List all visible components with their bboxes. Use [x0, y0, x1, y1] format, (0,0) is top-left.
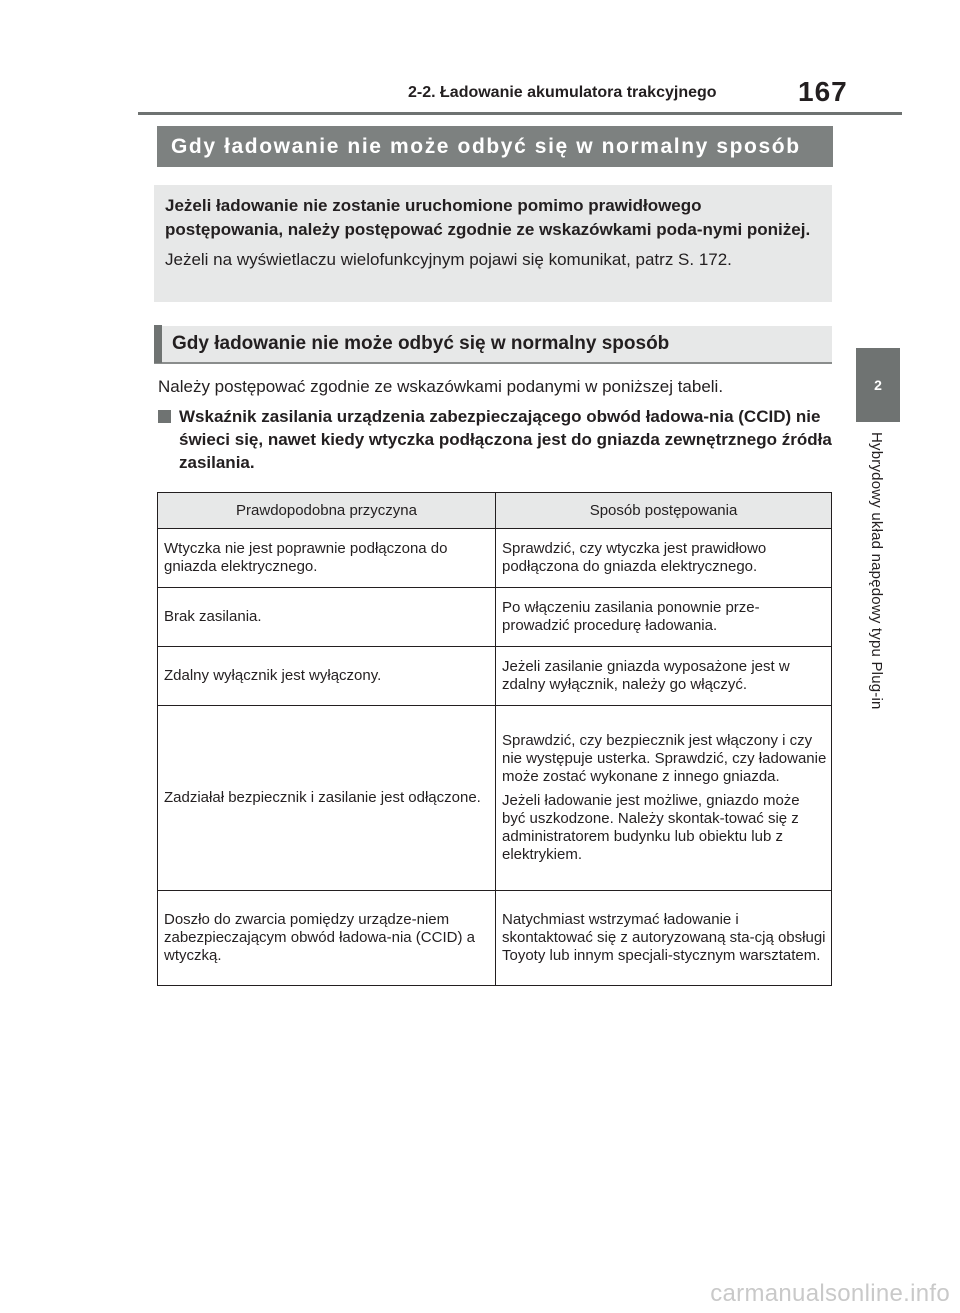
section-heading-bar	[154, 325, 162, 363]
bullet-item	[158, 405, 834, 474]
troubleshooting-table	[157, 492, 832, 986]
cause-cell: Doszło do zwarcia pomiędzy urządze-niem zabezpieczającym obwód ładowa-nia (CCID) a wtyczką.	[158, 891, 496, 986]
section-lead-text: Należy postępować zgodnie ze wskazówkami podanymi w poniższej tabeli.	[158, 377, 724, 396]
cause-cell: Zdalny wyłącznik jest wyłączony.	[158, 647, 496, 706]
section-heading	[154, 326, 832, 364]
action-paragraph: Jeżeli ładowanie jest możliwe, gniazdo może być uszkodzone. Należy skontak-tować się z administratorem budynku lub obiektu lub z elektrykiem.	[502, 792, 800, 863]
chapter-section-title: 2-2. Ładowanie akumulatora trakcyjnego	[408, 84, 717, 101]
action-cell: Jeżeli zasilanie gniazda wyposażone jest w zdalny wyłącznik, należy go włączyć.	[496, 647, 832, 706]
table-row	[158, 891, 832, 986]
intro-note: Jeżeli na wyświetlaczu wielofunkcyjnym pojawi się komunikat, patrz S. 172.	[165, 250, 732, 269]
action-cell: Natychmiast wstrzymać ładowanie i skontaktować się z autoryzowaną sta-cją obsługi Toyoty lub innym specjali-stycznym warsztatem.	[496, 891, 832, 986]
action-cell: Sprawdzić, czy wtyczka jest prawidłowo podłączona do gniazda elektrycznego.	[496, 529, 832, 588]
table-row	[158, 588, 832, 647]
header-cause: Prawdopodobna przyczyna	[158, 493, 496, 529]
chapter-tab-number: 2	[874, 377, 882, 393]
chapter-tab	[856, 348, 900, 422]
table-header-row	[158, 493, 832, 529]
action-cell: Po włączeniu zasilania ponownie prze-prowadzić procedurę ładowania.	[496, 588, 832, 647]
header-divider	[138, 112, 902, 115]
section-banner	[157, 126, 833, 167]
section-heading-title: Gdy ładowanie nie może odbyć się w normalny sposób	[172, 333, 670, 354]
action-cell	[496, 706, 832, 891]
intro-bold-text: Jeżeli ładowanie nie zostanie uruchomione pomimo prawidłowego postępowania, należy postępować zgodnie ze wskazówkami poda-nymi poniżej.	[165, 196, 811, 239]
header-action: Sposób postępowania	[496, 493, 832, 529]
action-paragraph: Sprawdzić, czy bezpiecznik jest włączony i czy nie występuje usterka. Sprawdzić, czy ładowanie może zostać wykonane z innego gniazda.	[502, 732, 827, 785]
intro-box	[154, 185, 832, 302]
banner-title: Gdy ładowanie nie może odbyć się w normalny sposób	[171, 134, 801, 158]
table-row	[158, 706, 832, 891]
table-row	[158, 529, 832, 588]
watermark: carmanualsonline.info	[710, 1280, 950, 1307]
page-number: 167	[798, 76, 848, 107]
bullet-text: Wskaźnik zasilania urządzenia zabezpieczającego obwód ładowa-nia (CCID) nie świeci się, nawet kiedy wtyczka podłączona jest do gniazda zewnętrznego źródła zasilania.	[179, 407, 832, 472]
table-row	[158, 647, 832, 706]
cause-cell: Brak zasilania.	[158, 588, 496, 647]
chapter-side-title: Hybrydowy układ napędowy typu Plug-in	[868, 432, 885, 710]
cause-cell: Zadziałał bezpiecznik i zasilanie jest odłączone.	[158, 706, 496, 891]
square-bullet-icon	[158, 410, 171, 423]
cause-cell: Wtyczka nie jest poprawnie podłączona do gniazda elektrycznego.	[158, 529, 496, 588]
